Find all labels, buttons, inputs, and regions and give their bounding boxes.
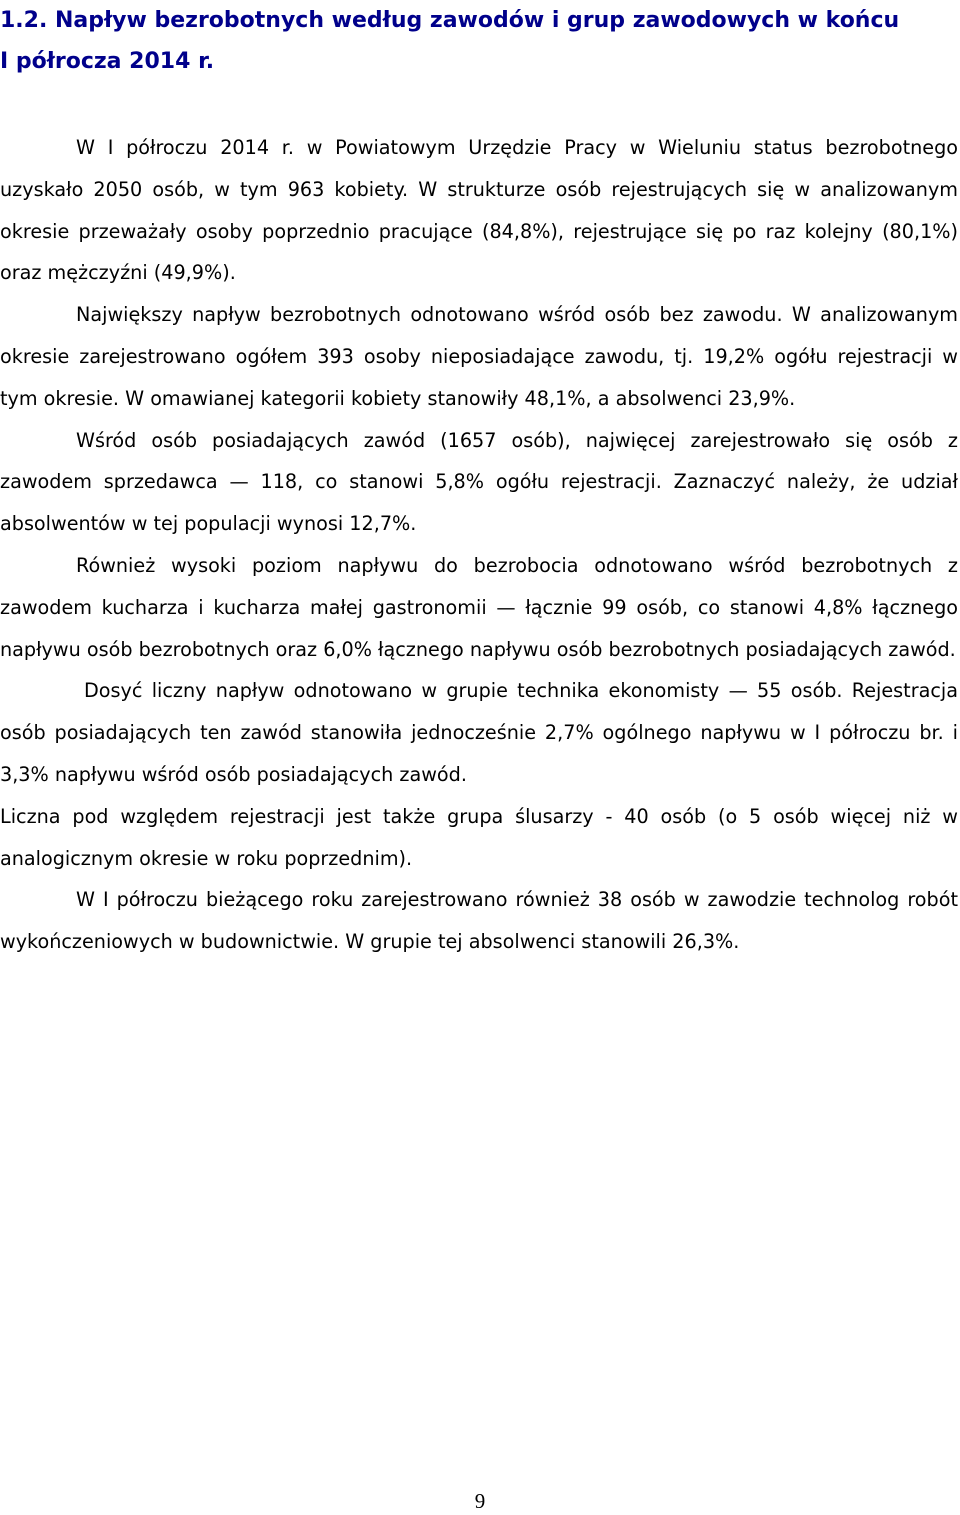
paragraph-locksmith: Liczna pod względem rejestracji jest także grupa ślusarzy - 40 osób (o 5 osób więcej niż w analogicznym okresie w roku poprzednim). [0, 804, 958, 870]
page-number: 9 [474, 1489, 486, 1513]
section-heading [0, 0, 958, 82]
section-heading-line-2: I półrocza 2014 r. [0, 49, 215, 74]
paragraph-finishing-works: W I półroczu bieżącego roku zarejestrowano również 38 osób w zawodzie technolog robót wykończeniowych w budownictwie. W grupie tej absolwenci stanowili 26,3%. [0, 888, 958, 954]
paragraph-salesperson: Wśród osób posiadających zawód (1657 osób), najwięcej zarejestrowało się osób z zawodem sprzedawca — 118, co stanowi 5,8% ogółu rejestracji. Zaznaczyć należy, że udział absolwentów w tej populacji wynosi 12,7%. [0, 428, 958, 536]
paragraph-intro: W I półroczu 2014 r. w Powiatowym Urzędzie Pracy w Wieluniu status bezrobotnego uzyskało 2050 osób, w tym 963 kobiety. W strukturze osób rejestrujących się w analizowanym okresie przeważały osoby poprzednio pracujące (84,8%), rejestrujące się po raz kolejny (80,1%) oraz mężczyźni (49,9%). [0, 136, 958, 285]
paragraph-economist: Dosyć liczny napływ odnotowano w grupie technika ekonomisty — 55 osób. Rejestracja osób posiadających ten zawód stanowiła jednocześnie 2,7% ogólnego napływu w I półroczu br. i 3,3% napływu wśród osób posiadających zawód. [0, 679, 958, 786]
section-heading-line-1: 1.2. Napływ bezrobotnych według zawodów i grup zawodowych w końcu [0, 8, 900, 33]
paragraph-no-profession: Największy napływ bezrobotnych odnotowano wśród osób bez zawodu. W analizowanym okresie zarejestrowano ogółem 393 osoby nieposiadające zawodu, tj. 19,2% ogółu rejestracji w tym okresie. W omawianej kategorii kobiety stanowiły 48,1%, a absolwenci 23,9%. [0, 303, 958, 410]
paragraph-cook: Również wysoki poziom napływu do bezrobocia odnotowano wśród bezrobotnych z zawodem kucharza i kucharza małej gastronomii — łącznie 99 osób, co stanowi 4,8% łącznego napływu osób bezrobotnych oraz 6,0% łącznego napływu osób bezrobotnych posiadających zawód. [0, 553, 958, 661]
section-body [0, 127, 958, 963]
